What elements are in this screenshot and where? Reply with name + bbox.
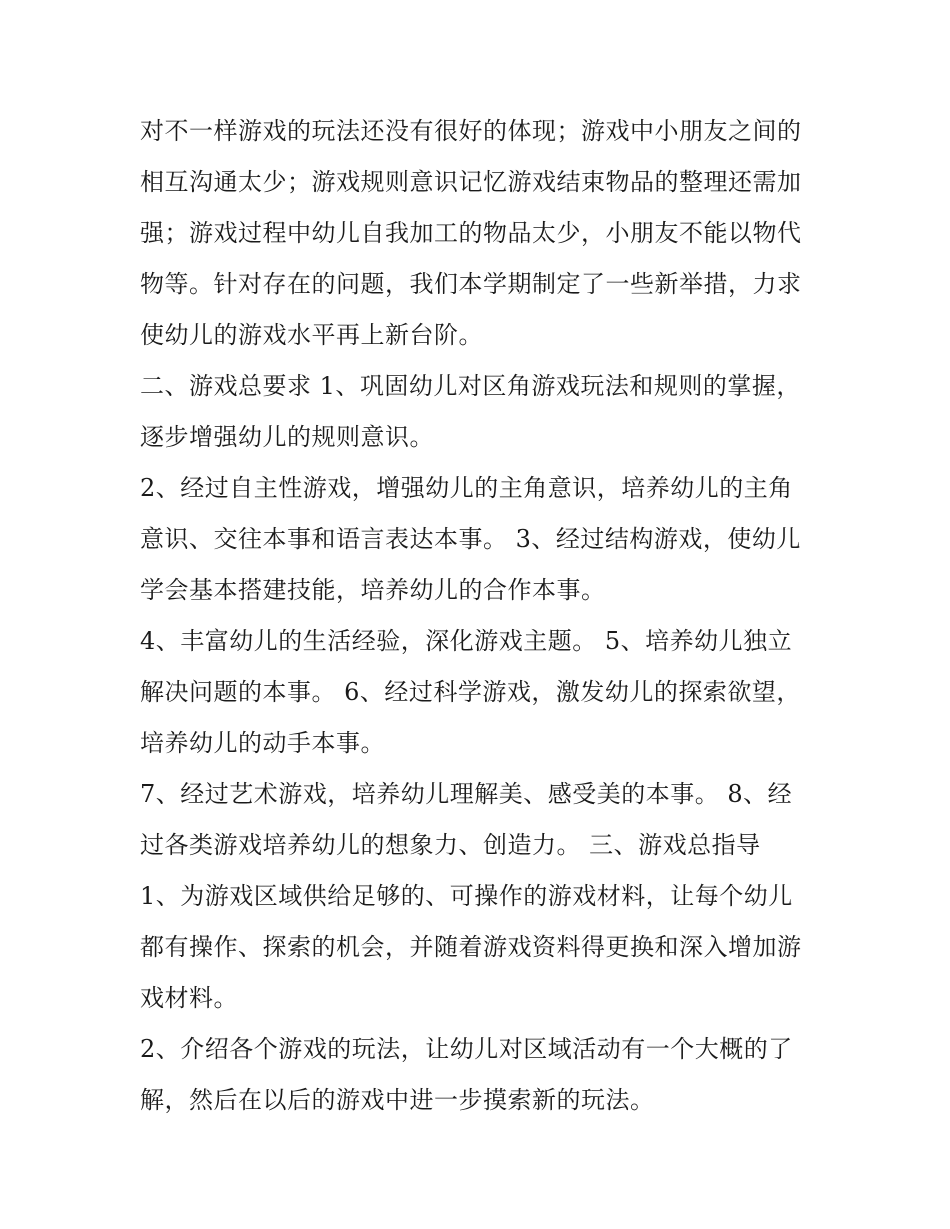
document-body xyxy=(140,106,812,1126)
paragraph-1: 对不一样游戏的玩法还没有很好的体现；游戏中小朋友之间的相互沟通太少；游戏规则意识记忆游戏结束物品的整理还需加强；游戏过程中幼儿自我加工的物品太少，小朋友不能以物代物等。针对存在的问题，我们本学期制定了一些新举措，力求使幼儿的游戏水平再上新台阶。 xyxy=(140,117,802,349)
paragraph-5: 7、经过艺术游戏，培养幼儿理解美、感受美的本事。 8、经过各类游戏培养幼儿的想象力、创造力。 三、游戏总指导 xyxy=(140,780,793,859)
paragraph-7: 2、介绍各个游戏的玩法，让幼儿对区域活动有一个大概的了解，然后在以后的游戏中进一步摸索新的玩法。 xyxy=(140,1035,793,1114)
paragraph-2: 二、游戏总要求 1、巩固幼儿对区角游戏玩法和规则的掌握，逐步增强幼儿的规则意识。 xyxy=(140,372,801,451)
paragraph-3: 2、经过自主性游戏，增强幼儿的主角意识，培养幼儿的主角意识、交往本事和语言表达本事。 3、经过结构游戏，使幼儿学会基本搭建技能，培养幼儿的合作本事。 xyxy=(140,474,801,604)
paragraph-6: 1、为游戏区域供给足够的、可操作的游戏材料，让每个幼儿都有操作、探索的机会，并随着游戏资料得更换和深入增加游戏材料。 xyxy=(140,882,802,1012)
paragraph-4: 4、丰富幼儿的生活经验，深化游戏主题。 5、培养幼儿独立解决问题的本事。 6、经过科学游戏，激发幼儿的探索欲望，培养幼儿的动手本事。 xyxy=(140,627,801,757)
